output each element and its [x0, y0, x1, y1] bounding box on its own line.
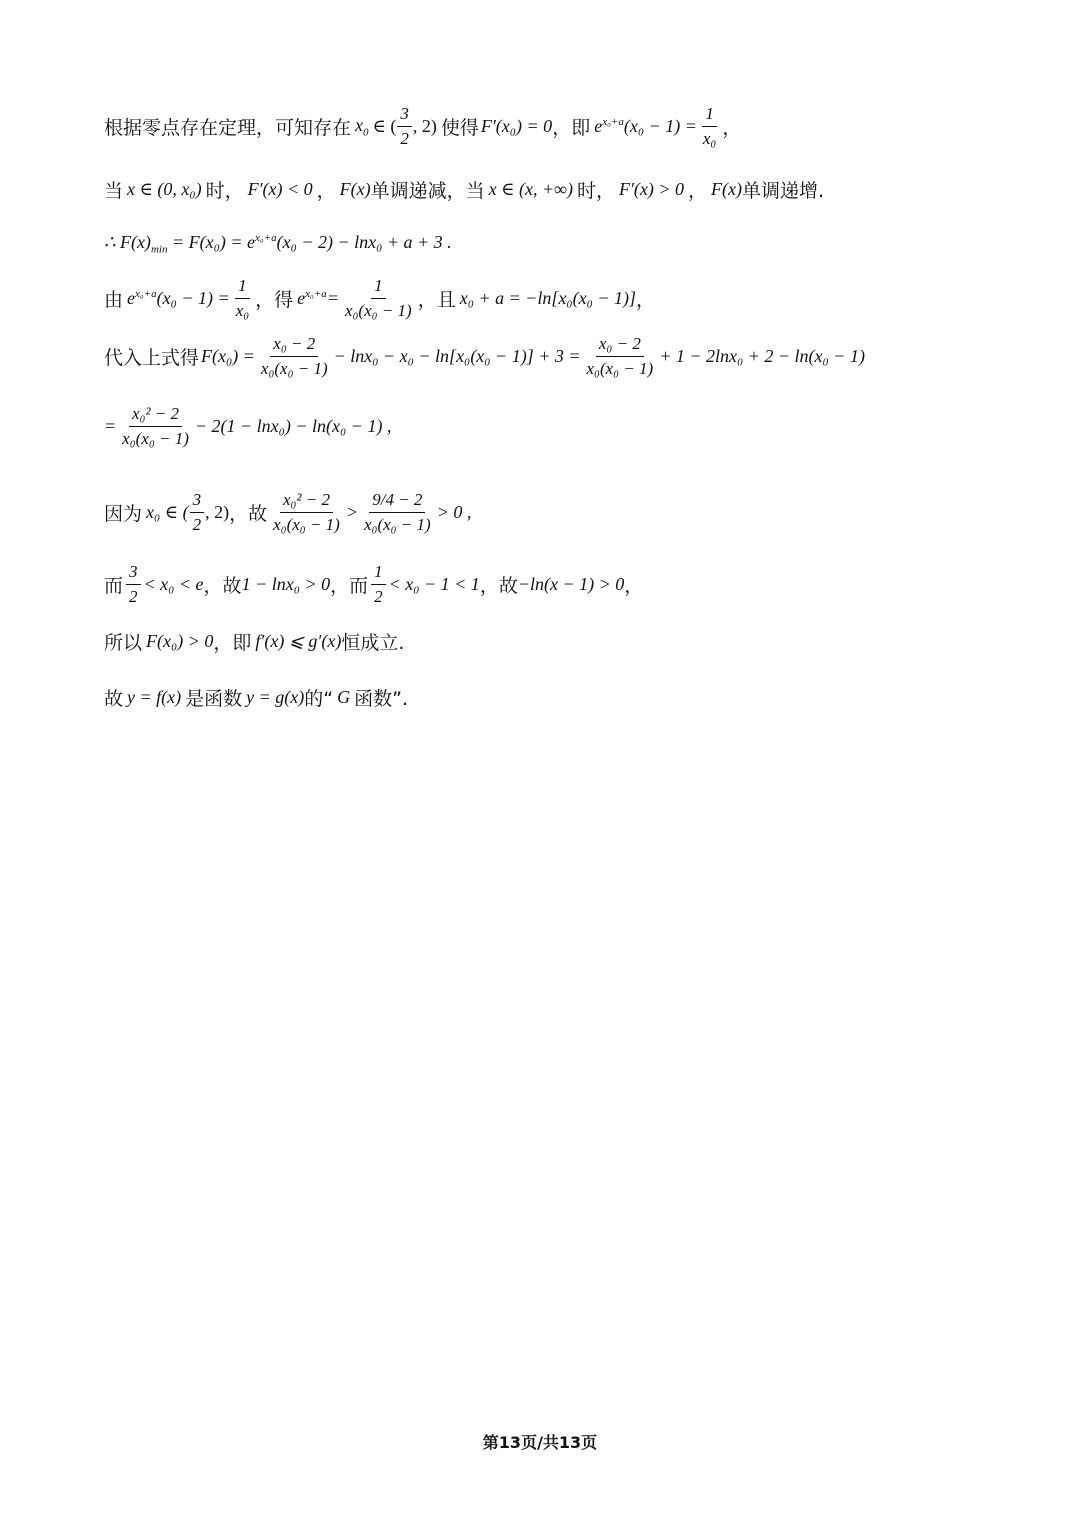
text: ， — [636, 289, 656, 311]
fraction: $\frac{3}{2}$ — [190, 490, 205, 535]
math: y = g(x) — [246, 687, 305, 707]
text: ，得 — [255, 289, 294, 311]
math: y = f(x) — [127, 687, 182, 707]
math: x ∈ (x, +∞) — [488, 179, 573, 199]
line-10 — [104, 684, 408, 711]
text: 时， — [205, 180, 244, 202]
line-2 — [104, 176, 824, 203]
math: $x_0$ — [355, 114, 369, 139]
text: ，故 — [229, 503, 268, 525]
line-6 — [104, 404, 391, 449]
text: 根据零点存在定理，可知存在 — [104, 117, 352, 139]
math: x ∈ (0, x₀) — [127, 179, 202, 199]
text: 当 — [104, 180, 124, 202]
fraction: $\frac{1}{\text{x₀(x₀ − 1)}}$ — [344, 276, 412, 320]
text: ，且 — [417, 289, 456, 311]
math: ∈ ( — [372, 116, 397, 136]
text: ， — [688, 180, 708, 202]
text: 而 — [104, 575, 124, 597]
fraction: $\frac{1}{\text{x₀}}$ — [702, 104, 717, 148]
math: > 0 , — [436, 502, 472, 522]
math: $e^{x_0+a}$ — [127, 288, 157, 308]
text: ，即 — [213, 632, 252, 654]
fraction: $\frac{3}{2}$ — [126, 562, 141, 607]
math: F(x₀) = — [201, 346, 255, 366]
math: = — [326, 288, 339, 308]
math: , 2) — [205, 502, 230, 522]
text: ， — [722, 117, 742, 139]
math: F(x) — [711, 179, 743, 199]
line-9 — [104, 628, 404, 655]
text: ，即 — [552, 117, 591, 139]
line-5 — [104, 334, 865, 379]
line-8 — [104, 562, 643, 607]
text: 使得 — [440, 117, 479, 139]
math: x₀ + a = −ln[x₀(x₀ − 1)] — [459, 288, 637, 308]
text: 因为 — [104, 503, 143, 525]
math: − 2(1 − lnx₀) − ln(x₀ − 1) , — [194, 416, 392, 436]
fraction: $\frac{1}{2}$ — [371, 562, 386, 607]
math: (x₀ − 1) = — [156, 288, 230, 308]
text: ， — [316, 180, 336, 202]
math: G — [337, 687, 351, 707]
fraction: $\frac{9/4 - 2}{\text{x₀(x₀ − 1)}}$ — [363, 490, 431, 534]
math: F′(x₀) = 0 — [480, 116, 553, 136]
text: 函数”. — [354, 688, 409, 710]
math: 1 − lnx₀ > 0 — [241, 574, 331, 594]
fraction: $\frac{1}{\text{x₀}}$ — [235, 276, 250, 320]
line-7 — [104, 490, 471, 535]
text: ，故 — [203, 575, 242, 597]
math: f′(x) ⩽ g′(x) — [255, 631, 342, 651]
text: ， — [624, 575, 644, 597]
math: ∴ $F(x)_{min} = F(x_0) = e^{x_0+a}(x_0 - 2) - \ln x_0 + a + 3$ . — [104, 232, 452, 256]
text: 由 — [104, 289, 124, 311]
text: 是函数 — [185, 688, 243, 710]
math: , 2) — [412, 116, 437, 136]
line-1 — [104, 104, 741, 149]
math: + 1 − 2lnx₀ + 2 − ln(x₀ − 1) — [659, 346, 865, 366]
text: 恒成立. — [341, 632, 405, 654]
text: 的“ — [304, 688, 334, 710]
page-footer: 第13页/共13页 — [482, 1433, 598, 1452]
math: x₀ ∈ ( — [146, 502, 189, 522]
text: 故 — [104, 688, 124, 710]
math: F′(x) < 0 — [247, 179, 313, 199]
fraction: $\frac{\text{x₀² − 2}}{\text{x₀(x₀ − 1)}}$ — [122, 404, 189, 448]
math: F(x) — [339, 179, 371, 199]
math: F(x₀) > 0 — [146, 631, 214, 651]
text: 所以 — [104, 632, 143, 654]
line-4 — [104, 276, 655, 321]
math: < x₀ < e — [143, 574, 204, 594]
text: 单调递增. — [742, 180, 825, 202]
math: $e^{x_0+a}$ — [297, 288, 327, 308]
text: ，故 — [479, 575, 518, 597]
math: (x₀ − 1) = — [623, 116, 697, 136]
math: F′(x) > 0 — [618, 179, 685, 199]
math: = — [104, 416, 117, 436]
fraction: $\frac{\text{x₀ − 2}}{\text{x₀(x₀ − 1)}}$ — [260, 334, 328, 378]
text: ，而 — [330, 575, 369, 597]
math: − lnx₀ − x₀ − ln[x₀(x₀ − 1)] + 3 = — [333, 346, 581, 366]
fraction: $\frac{\text{x₀² − 2}}{\text{x₀(x₀ − 1)}}$ — [273, 490, 340, 534]
text: 时， — [576, 180, 615, 202]
math: −ln(x − 1) > 0 — [517, 574, 625, 594]
line-3 — [104, 232, 452, 256]
fraction: $\frac{\text{x₀ − 2}}{\text{x₀(x₀ − 1)}}$ — [586, 334, 654, 378]
math: $e^{x_0+a}$ — [594, 116, 624, 136]
math: > — [345, 502, 358, 522]
math: < x₀ − 1 < 1 — [388, 574, 480, 594]
fraction: $\frac{3}{2}$ — [397, 104, 412, 149]
text: 代入上式得 — [104, 347, 200, 369]
text: 单调递减，当 — [370, 180, 485, 202]
